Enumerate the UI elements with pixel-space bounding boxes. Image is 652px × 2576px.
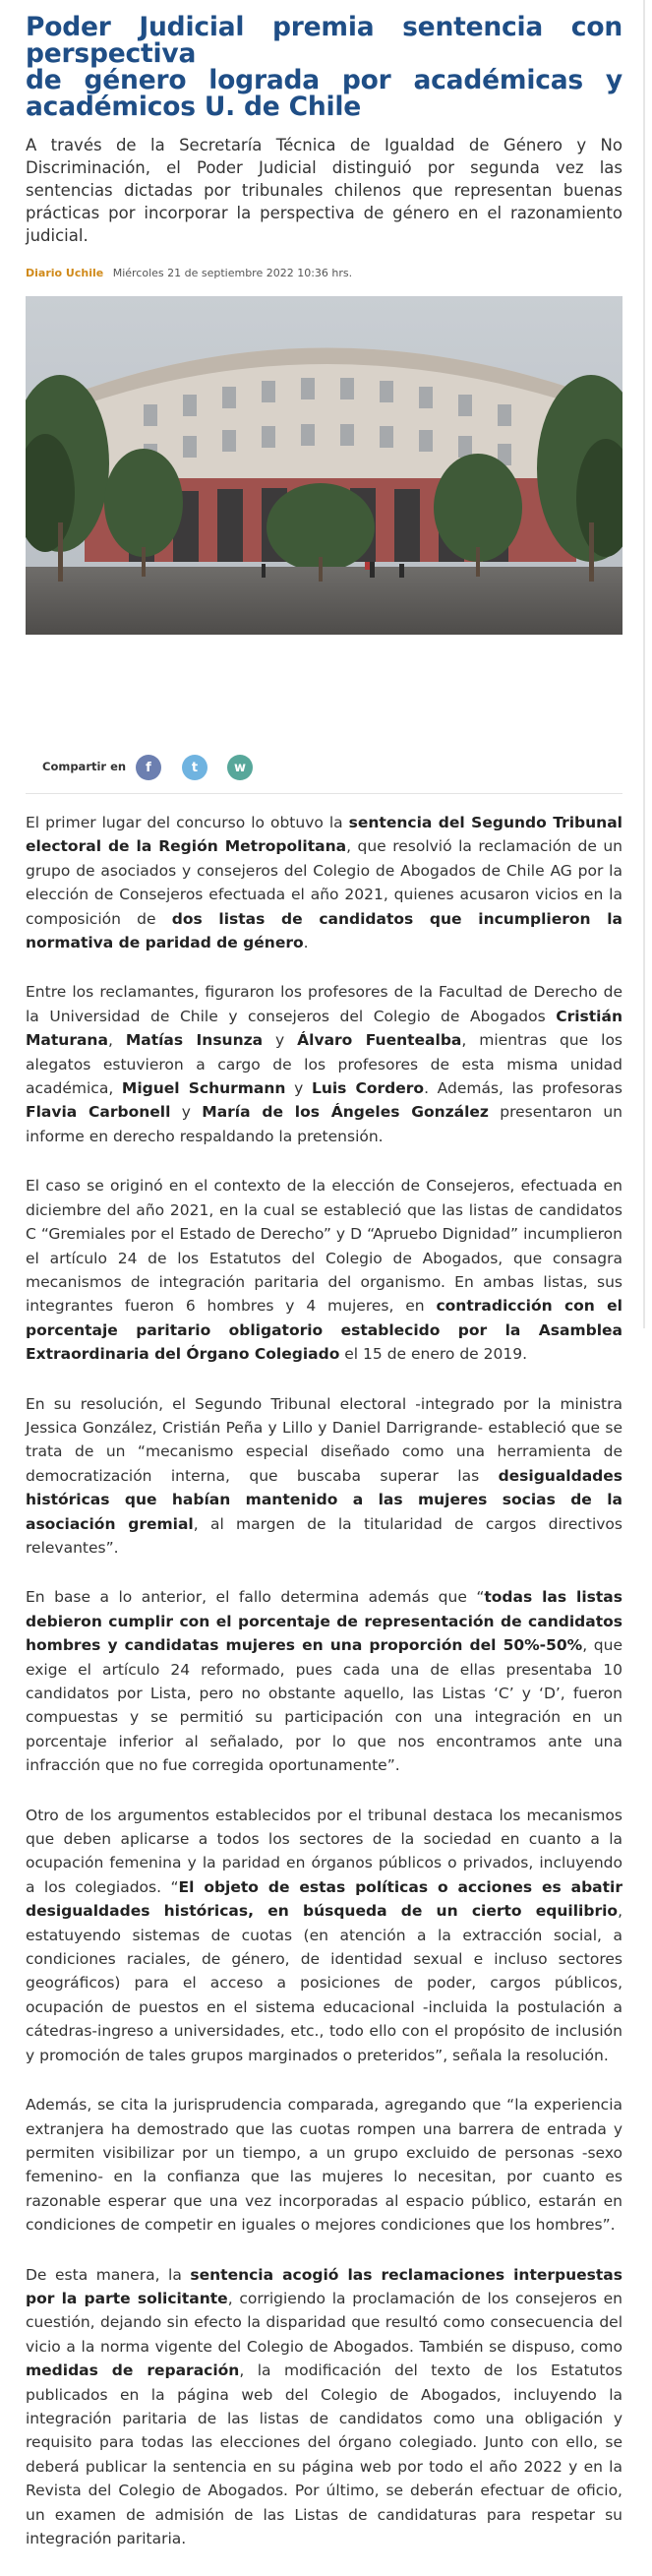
whatsapp-share-button[interactable] (227, 755, 253, 780)
article-paragraph (26, 2263, 622, 2551)
article-lead: A través de la Secretaría Técnica de Igualdad de Género y No Discriminación, el Poder Judicial distinguió por segunda vez las sentencias dictadas por tribunales chilenos que representan buenas prácticas por incorporar la perspectiva de género en el razonamiento judicial. (26, 136, 622, 245)
article-source-link[interactable]: Diario Uchile (26, 267, 104, 279)
paragraph-text: , que exige el artículo 24 reformado, pues cada una de ellas presentaba 10 candidatos por Lista, pero no obstante aquello, las Listas ‘C’ y ‘D’, fueron compuestas y se permitió su participación con una integración en un porcentaje inferior al señalado, por lo que nos encontramos ante una infracción que no fue corregida oportunamente”. (26, 1636, 622, 1775)
paragraph-text: Otro de los argumentos establecidos por el tribunal destaca los mecanismos que deben aplicarse a todos los sectores de la sociedad en cuanto a la ocupación femenina y la paridad en órganos públicos o privados, incluyendo a los colegiados. “ (26, 1806, 622, 1896)
emphasis-text: sentencia del Segundo Tribunal electoral de la Región Metropolitana (26, 814, 622, 856)
paragraph-text: Entre los reclamantes, figuraron los profesores de la Facultad de Derecho de la Universidad de Chile y consejeros del Colegio de Abogados (26, 983, 622, 1025)
share-label: Compartir en (42, 760, 127, 773)
twitter-icon: t (191, 760, 199, 775)
article-paragraph (26, 1804, 622, 2067)
article-title (26, 14, 622, 120)
twitter-share-button[interactable] (182, 755, 207, 780)
emphasis-text: Álvaro Fuentealba (297, 1031, 462, 1050)
article-paragraph (26, 1392, 622, 1561)
facebook-share-button[interactable] (136, 755, 161, 780)
emphasis-text: desigualdades históricas que habían mantenido a las mujeres socias de la asociación gremial (26, 1466, 622, 1533)
paragraph-text: , al margen de la titularidad de cargos directivos relevantes”. (26, 1514, 622, 1557)
paragraph-text: , corrigiendo la proclamación de los consejeros en cuestión, dejando sin efecto la disparidad que resultó como consecuencia del vicio a la norma vigente del Colegio de Abogados. También se dispuso, como (26, 2289, 623, 2356)
article-title-line: de género lograda por académicas y (26, 65, 622, 95)
emphasis-text: Flavia Carbonell (26, 1103, 171, 1122)
article-title-line: Poder Judicial premia sentencia con perspectiva (26, 12, 622, 69)
paragraph-text: El primer lugar del concurso lo obtuvo la (26, 814, 349, 831)
share-divider (26, 793, 622, 794)
page-edge-divider (643, 0, 645, 1328)
emphasis-text: Matías Insunza (125, 1031, 264, 1050)
article-date: Miércoles 21 de septiembre 2022 10:36 hrs. (112, 267, 353, 279)
paragraph-text: . (303, 934, 309, 952)
paragraph-text: y (170, 1103, 203, 1122)
emphasis-text: Miguel Schurmann (121, 1079, 286, 1098)
emphasis-text: Luis Cordero (311, 1079, 425, 1098)
paragraph-text: El caso se originó en el contexto de la elección de Consejeros, efectuada en diciembre del año 2021, en la cual se estableció que las listas de candidatos C “Gremiales por el Estado de Derecho” y D “Apruebo Dignidad” incumplieron el artículo 24 de los Estatutos del Colegio de Abogados, que consagra mecanismos de integración paritaria del organismo. En ambas listas, sus integrantes fueron 6 hombres y 4 mujeres, en (26, 1177, 622, 1316)
paragraph-text: . Además, las profesoras (424, 1079, 622, 1098)
article-paragraph (26, 1174, 622, 1366)
emphasis-text: todas las listas debieron cumplir con el porcentaje de representación de candidatos hombres y candidatas mujeres en una proporción del 50%-50% (26, 1588, 622, 1655)
article-photo (26, 296, 622, 635)
paragraph-text: , mientras que los alegatos estuvieron a cargo de los profesores de esta misma unidad académica, (26, 1031, 622, 1098)
paragraph-text: En base a lo anterior, el fallo determina además que “ (26, 1588, 485, 1607)
article-paragraph (26, 980, 622, 1148)
paragraph-text: , (107, 1031, 126, 1050)
emphasis-text: María de los Ángeles González (202, 1103, 489, 1122)
whatsapp-icon: w (233, 760, 246, 775)
paragraph-text: Además, se cita la jurisprudencia comparada, agregando que “la experiencia extranjera ha demostrado que las cuotas rompen una barrera de entrada y permiten visibilizar por un tiempo, a un grupo excluido de personas -sexo femenino- en la confianza que las mujeres lo necesitan, por cuanto es razonable esperar que una vez incorporadas al espacio público, estarán en condiciones de competir en iguales o mejores condiciones que los hombres”. (26, 2096, 622, 2235)
paragraph-text: y (285, 1079, 312, 1098)
paragraph-text: y (263, 1031, 298, 1050)
paragraph-text: el 15 de enero de 2019. (339, 1345, 528, 1364)
paragraph-text: En su resolución, el Segundo Tribunal electoral -integrado por la ministra Jessica González, Cristián Peña y Lillo y Daniel Darrigrande- estableció que se trata de un “mecanismo especial diseñado como una herramienta de democratización interna, que buscaba superar las (26, 1394, 622, 1485)
paragraph-text: , la modificación del texto de los Estatutos publicados en la página web del Colegio de Abogados, incluyendo la integración paritaria de las listas de candidatos como una obligación y requisito para todas las elecciones del órgano colegiado. Junto con ello, se deberá publicar la sentencia en su página web por todo el año 2022 y en la Revista del Colegio de Abogados. Por último, se deberán efectuar de oficio, un examen de admisión de las Listas de candidaturas para respetar su integración paritaria. (26, 2361, 622, 2547)
share-bar (26, 752, 622, 781)
emphasis-text: dos listas de candidatos que incumplieron la normativa de paridad de género (26, 909, 622, 952)
article-meta (26, 267, 622, 280)
article-header (26, 14, 622, 635)
emphasis-text: medidas de reparación (26, 2361, 240, 2380)
paragraph-text: presentaron un informe en derecho respaldando la pretensión. (26, 1103, 623, 1145)
paragraph-text: , estatuyendo sistemas de cuotas (en atención a la extracción social, a condiciones raciales, de género, de identidad sexual e incluso sectores geográficos) para el acceso a posiciones de poder, cargos públicos, ocupación de puestos en el sistema educacional -incluida la postulación a cátedras-ingreso a universidades, etc., todo ello con el propósito de inclusión y promoción de tales grupos marginados o preteridos”, señala la resolución. (26, 1902, 622, 2064)
article-body (26, 811, 622, 2576)
article-paragraph (26, 2093, 622, 2237)
emphasis-text: contradicción con el porcentaje paritario obligatorio establecido por la Asamblea Extraordinaria del Órgano Colegiado (26, 1297, 622, 1364)
paragraph-text: , que resolvió la reclamación de un grupo de asociados y consejeros del Colegio de Abogados de Chile AG por la elección de Consejeros efectuada el año 2021, quienes acusaron vicios en la composición de (26, 837, 622, 928)
emphasis-text: El objeto de estas políticas o acciones es abatir desigualdades históricas, en búsqueda de un cierto equilibrio (26, 1877, 622, 1921)
facebook-icon: f (146, 760, 151, 775)
emphasis-text: Cristián Maturana (26, 1007, 622, 1050)
article-paragraph (26, 811, 622, 954)
article-paragraph (26, 1585, 622, 1777)
paragraph-text: De esta manera, la (26, 2265, 191, 2284)
article-title-line: académicos U. de Chile (26, 92, 362, 122)
courthouse-photo-illustration (26, 296, 622, 635)
emphasis-text: sentencia acogió las reclamaciones interpuestas por la parte solicitante (26, 2265, 622, 2307)
